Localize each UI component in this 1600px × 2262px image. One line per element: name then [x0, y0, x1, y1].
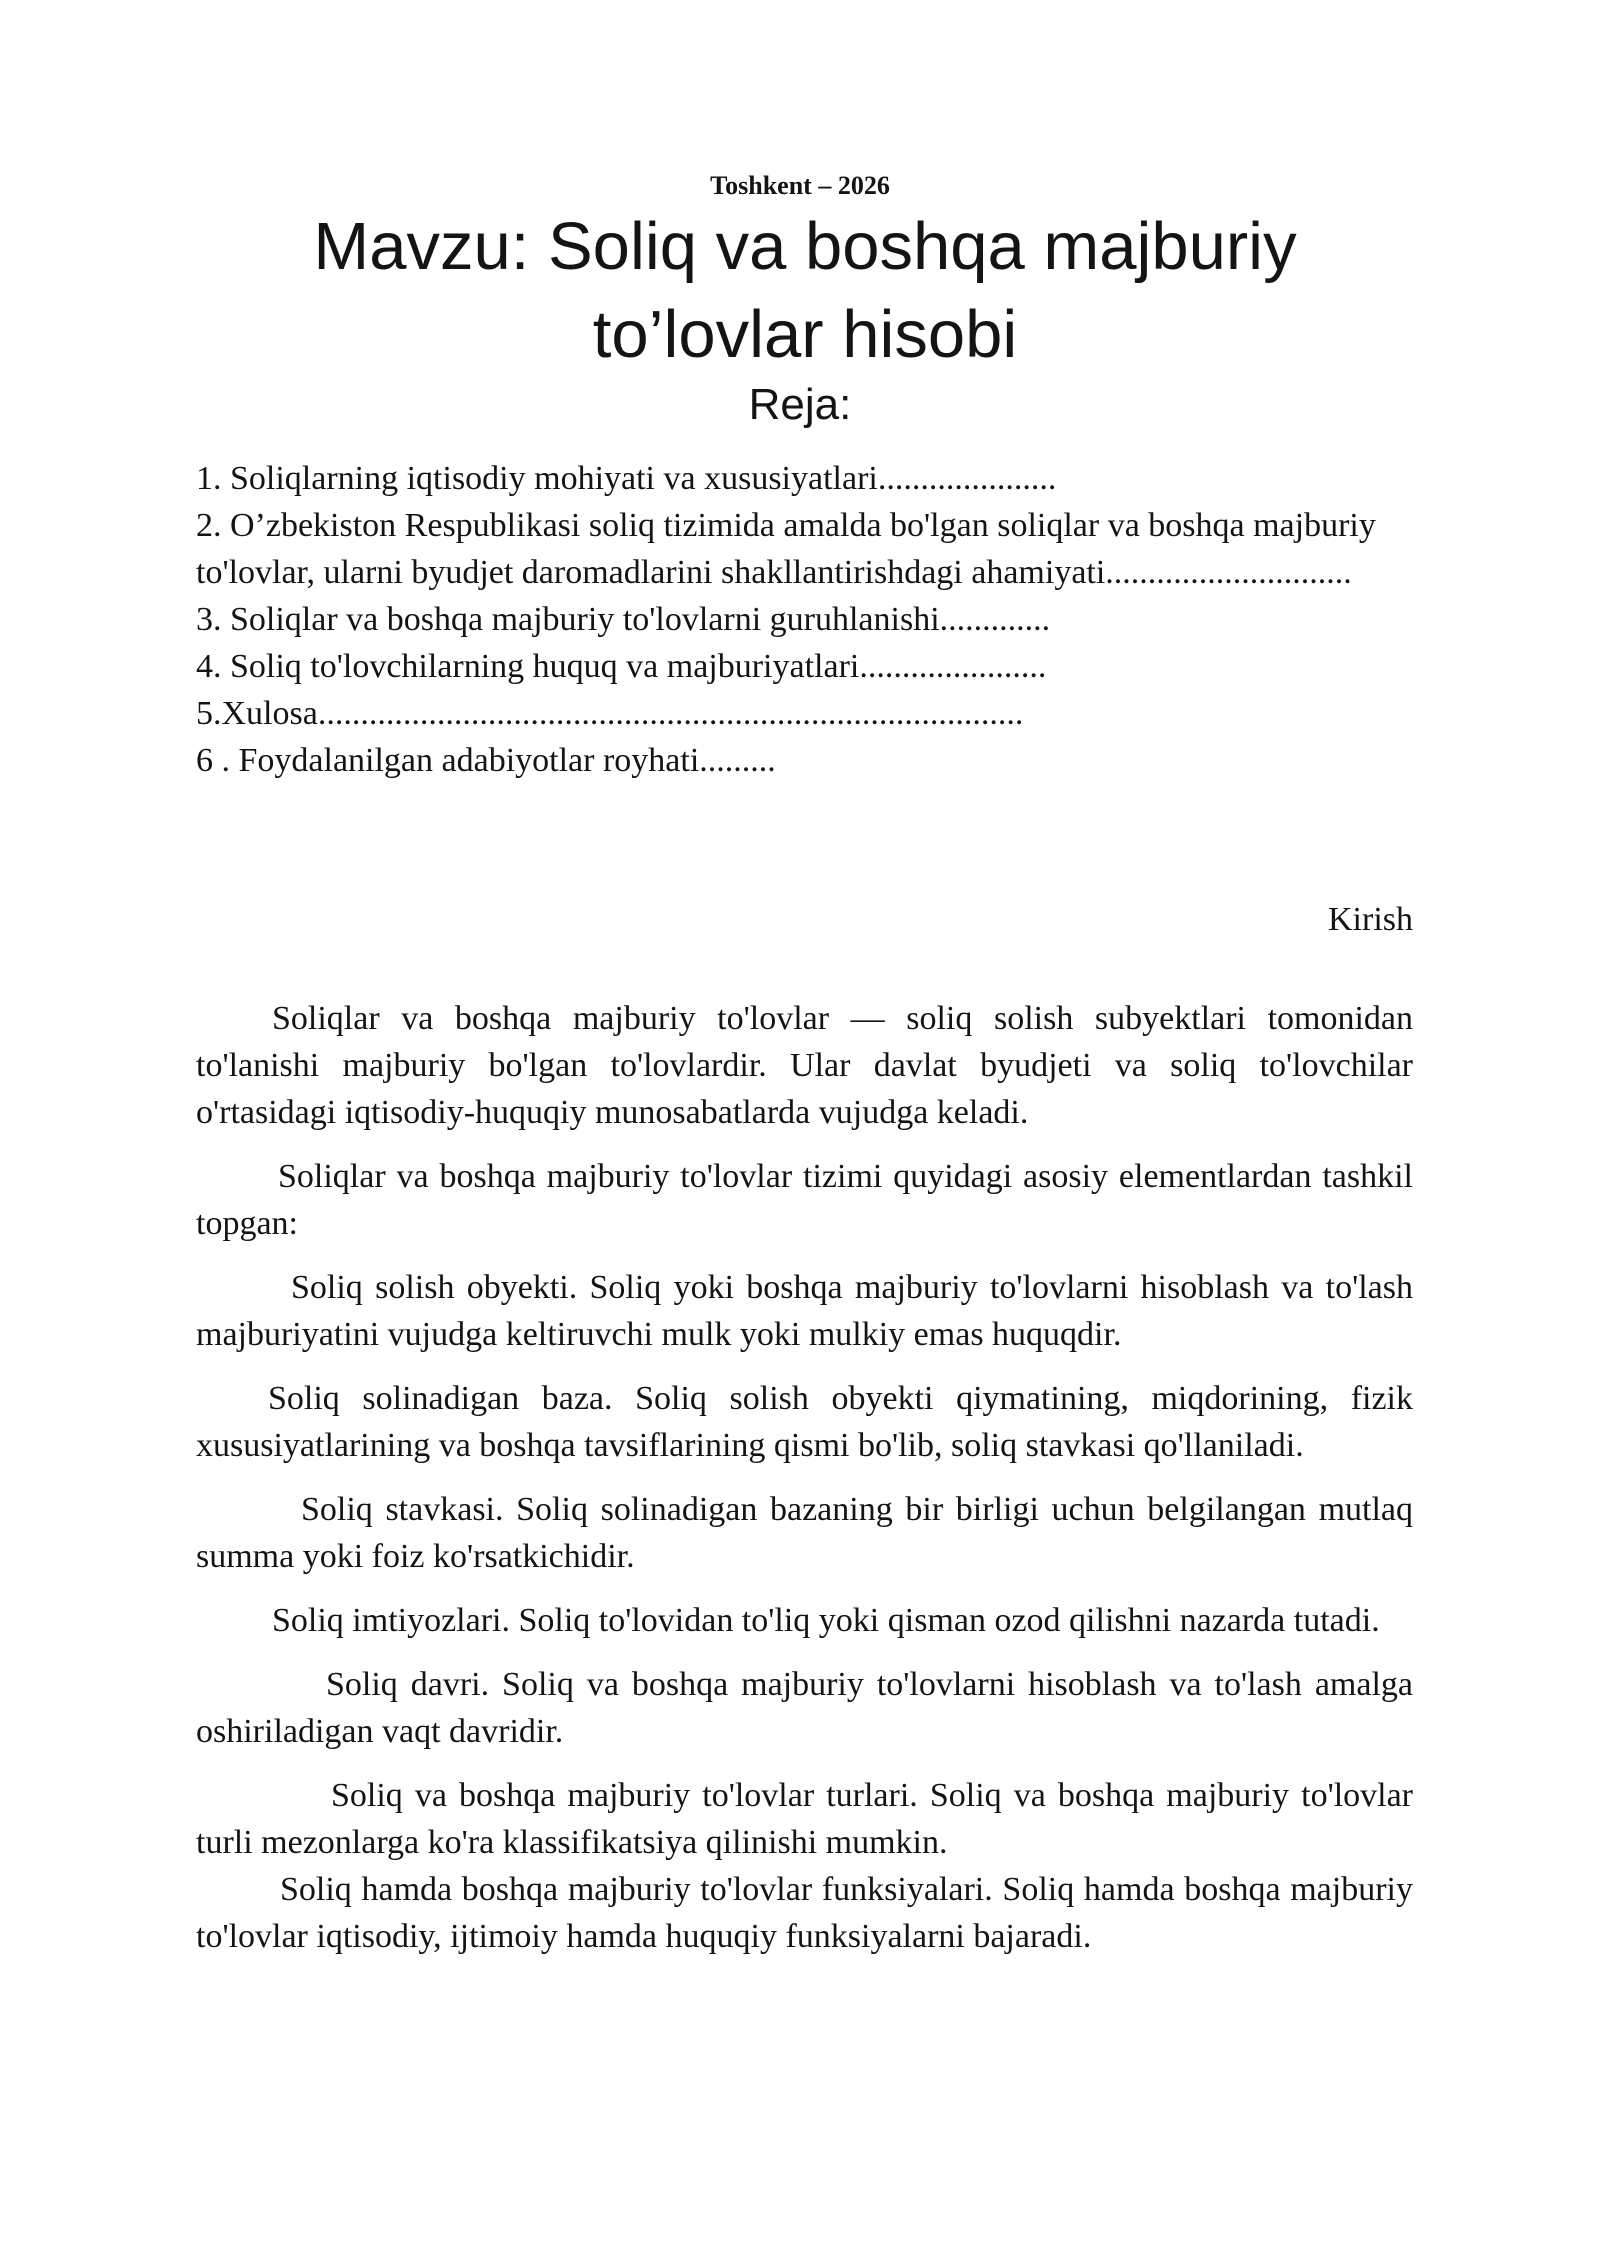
plan-item: 6 . Foydalanilgan adabiyotlar royhati.........: [196, 742, 776, 779]
intro-paragraph: Soliq solinadigan baza. Soliq solish obyekti qiymatining, miqdorining, fizik xususiyatlarining va boshqa tavsiflarining qismi bo'lib, soliq stavkasi qo'llaniladi.: [196, 1380, 1413, 1464]
intro-paragraph: Soliqlar va boshqa majburiy to'lovlar tizimi quyidagi asosiy elementlardan tashkil topgan:: [196, 1158, 1413, 1242]
intro-paragraph: Soliq imtiyozlari. Soliq to'lovidan to'liq yoki qisman ozod qilishni nazarda tutadi.: [272, 1602, 1380, 1639]
plan-item: 5.Xulosa...................................................................................: [196, 695, 1024, 732]
plan-item: 3. Soliqlar va boshqa majburiy to'lovlarni guruhlanishi.............: [196, 601, 1051, 638]
intro-heading: Kirish: [1328, 901, 1413, 938]
intro-paragraph: Soliqlar va boshqa majburiy to'lovlar — soliq solish subyektlari tomonidan to'lanishi majburiy bo'lgan to'lovlardir. Ular davlat byudjeti va soliq to'lovchilar o'rtasidagi iqtisodiy-huquqiy munosabatlarda vujudga keladi.: [196, 1000, 1413, 1131]
place-date: Toshkent – 2026: [710, 171, 890, 200]
plan-item: 4. Soliq to'lovchilarning huquq va majburiyatlari......................: [196, 648, 1047, 685]
plan-item: 1. Soliqlarning iqtisodiy mohiyati va xususiyatlari.....................: [196, 460, 1057, 497]
plan-list: [196, 455, 1416, 784]
intro-paragraph: Soliq solish obyekti. Soliq yoki boshqa majburiy to'lovlarni hisoblash va to'lash majburiyatini vujudga keltiruvchi mulk yoki mulkiy emas huquqdir.: [196, 1269, 1413, 1353]
document-title: Mavzu: Soliq va boshqa majburiy to’lovlar hisobi: [313, 209, 1297, 372]
intro-paragraph: Soliq hamda boshqa majburiy to'lovlar funksiyalari. Soliq hamda boshqa majburiy to'lovlar iqtisodiy, ijtimoiy hamda huquqiy funksiyalarni bajaradi.: [196, 1871, 1413, 1955]
intro-paragraph: Soliq va boshqa majburiy to'lovlar turlari. Soliq va boshqa majburiy to'lovlar turli mezonlarga ko'ra klassifikatsiya qilinishi mumkin.: [196, 1777, 1413, 1861]
intro-paragraph: Soliq stavkasi. Soliq solinadigan bazaning bir birligi uchun belgilangan mutlaq summa yoki foiz ko'rsatkichidir.: [196, 1491, 1413, 1575]
plan-item: 2. O’zbekiston Respublikasi soliq tizimida amalda bo'lgan soliqlar va boshqa majburiy to'lovlar, ularni byudjet daromadlarini shakllantirishdagi ahamiyati.............................: [196, 507, 1376, 591]
intro-body: [196, 995, 1413, 1960]
intro-paragraph: Soliq davri. Soliq va boshqa majburiy to'lovlarni hisoblash va to'lash amalga oshiriladigan vaqt davridir.: [196, 1666, 1413, 1750]
plan-heading: Reja:: [748, 380, 852, 429]
